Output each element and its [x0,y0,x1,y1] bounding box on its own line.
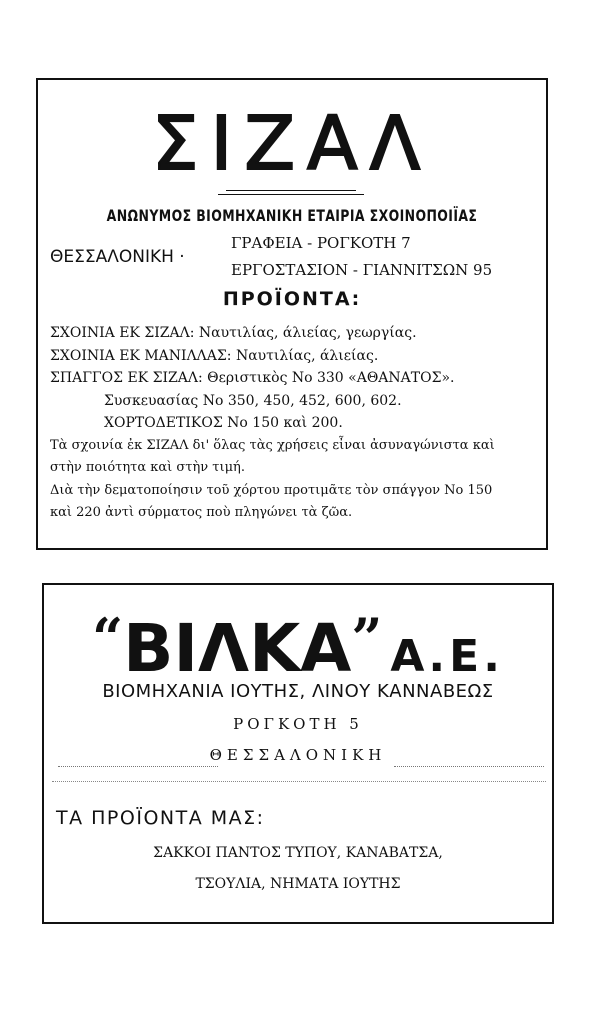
city-label: ΘΕΣΣΑΛΟΝΙΚΗ [209,746,387,764]
factory-address: ΕΡΓΟΣΤΑΣΙΟΝ - ΓΙΑΝΝΙΤΣΩΝ 95 [231,261,493,279]
products-line: ΣΑΚΚΟΙ ΠΑΝΤΟΣ ΤΥΠΟΥ, ΚΑΝΑΒΑΤΣΑ, [153,845,443,861]
company-suffix: Α.Ε. [390,631,504,682]
offices-address: ΓΡΑΦΕΙΑ - ΡΟΓΚΟΤΗ 7 [231,234,411,252]
product-line: ΧΟΡΤΟΔΕΤΙΚΟΣ Νο 150 καὶ 200. [104,415,343,431]
close-quote: ” [351,606,383,670]
products-heading: ΠΡΟΪΟΝΤΑ: [222,288,362,310]
open-quote: “ [92,606,124,670]
products-heading: ΤΑ ΠΡΟΪΟΝΤΑ ΜΑΣ: [56,807,265,829]
product-line: ΣΠΑΓΓΟΣ ΕΚ ΣΙΖΑΛ: Θεριστικὸς Νο 330 «ΑΘΑΝΑΤΟΣ». [50,370,455,386]
description-line: Διὰ τὴν δεματοποίησιν τοῦ χόρτου προτιμᾶτε τὸν σπάγγον Νο 150 [50,483,493,498]
divider [218,194,364,195]
divider [394,766,544,767]
divider [226,190,356,191]
brand-title: ΣΙΖΑΛ [151,101,433,187]
product-line: ΣΧΟΙΝΙΑ ΕΚ ΜΑΝΙΛΛΑΣ: Ναυτιλίας, άλιείας. [50,348,379,364]
company-name: ΑΝΩΝΥΜΟΣ ΒΙΟΜΗΧΑΝΙΚΗ ΕΤΑΙΡΙΑ ΣΧΟΙΝΟΠΟΙΪΑΣ [106,206,478,225]
products-line: ΤΣΟΥΛΙΑ, ΝΗΜΑΤΑ ΙΟΥΤΗΣ [195,876,401,892]
product-line: ΣΧΟΙΝΙΑ ΕΚ ΣΙΖΑΛ: Ναυτιλίας, άλιείας, γεωργίας. [50,325,417,341]
divider [52,781,546,782]
brand-name: ΒΙΛΚΑ [123,610,352,687]
street-address: ΡΟΓΚΟΤΗ 5 [233,715,363,733]
industry-line: ΒΙΟΜΗΧΑΝΙΑ ΙΟΥΤΗΣ, ΛΙΝΟΥ ΚΑΝΝΑΒΕΩΣ [102,681,494,702]
advertisement-sizal [36,78,548,550]
divider [58,766,218,767]
city-label: ΘΕΣΣΑΛΟΝΙΚΗ · [50,247,185,267]
advertisement-vilka [42,583,554,924]
description-line: στὴν ποιότητα καὶ στὴν τιμή. [50,460,245,475]
product-line: Συσκευασίας Νο 350, 450, 452, 600, 602. [104,393,402,409]
description-line: καὶ 220 ἀντὶ σύρματος ποὺ πληγώνει τὰ ζῶα. [50,505,353,520]
description-line: Τὰ σχοινία ἐκ ΣΙΖΑΛ δι' ὅλας τὰς χρήσεις εἶναι ἀσυναγώνιστα καὶ [50,438,495,453]
